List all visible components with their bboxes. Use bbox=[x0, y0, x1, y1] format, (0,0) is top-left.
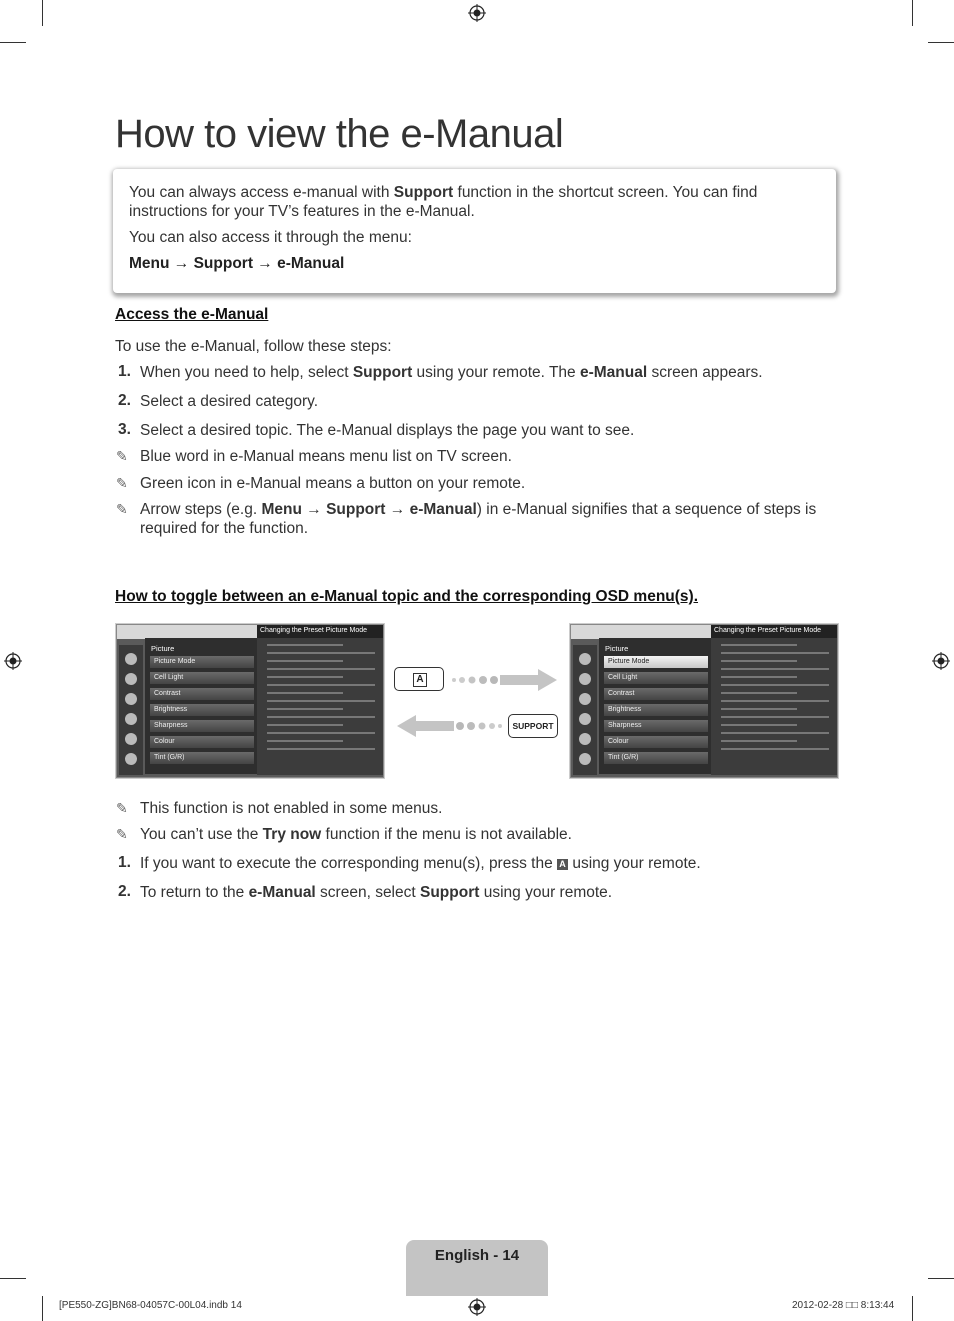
panel-line bbox=[267, 716, 375, 718]
a-button-icon: A bbox=[557, 859, 568, 870]
picture-icon bbox=[125, 653, 137, 665]
intro-text: function in the shortcut screen. You can find bbox=[453, 184, 758, 201]
support-icon bbox=[579, 753, 591, 765]
panel-line bbox=[267, 668, 375, 670]
access-lead: To use the e-Manual, follow these steps: bbox=[115, 338, 392, 355]
note-text: Blue word in e-Manual means menu list on TV screen. bbox=[140, 448, 512, 465]
step-fragment: screen appears. bbox=[647, 364, 763, 381]
menu-item: Tint (G/R) bbox=[150, 752, 254, 764]
menu-item: Tint (G/R) bbox=[604, 752, 708, 764]
menu-item: Cell Light bbox=[150, 672, 254, 684]
menu-header: Picture bbox=[151, 644, 175, 653]
arrow-left-icon bbox=[396, 714, 504, 738]
step-fragment: using your remote. The bbox=[412, 364, 580, 381]
sound-icon bbox=[579, 673, 591, 685]
page-number-label: English - 14 bbox=[434, 1247, 520, 1264]
file-name: [PE550-ZG]BN68-04057C-00L04.indb 14 bbox=[59, 1300, 242, 1311]
a-button-label: A bbox=[413, 673, 427, 687]
support-button-key bbox=[508, 714, 558, 738]
menu-item: Colour bbox=[150, 736, 254, 748]
note-fragment: You can’t use the bbox=[140, 826, 263, 843]
step-number: 2. bbox=[118, 392, 131, 409]
panel-line bbox=[267, 724, 343, 726]
panel-line bbox=[721, 732, 829, 734]
access-heading bbox=[115, 306, 268, 324]
emanual-keyword: e-Manual bbox=[248, 884, 316, 901]
osd-menu bbox=[599, 638, 711, 774]
print-timestamp: 2012-02-28 □□ 8:13:44 bbox=[792, 1300, 895, 1311]
menu-header: Picture bbox=[605, 644, 629, 653]
emanual-panel bbox=[257, 625, 383, 775]
step-text: Select a desired topic. The e-Manual displays the page you want to see. bbox=[140, 422, 635, 439]
sound-icon bbox=[125, 673, 137, 685]
support-keyword: Support bbox=[393, 184, 454, 201]
note-text: This function is not enabled in some menus. bbox=[140, 800, 443, 817]
note-pencil-icon: ✎ bbox=[116, 475, 128, 491]
step-fragment: screen, select bbox=[315, 884, 420, 901]
try-now-keyword: Try now bbox=[262, 826, 322, 843]
crop-mark bbox=[928, 1278, 954, 1279]
panel-line bbox=[267, 732, 375, 734]
channel-icon bbox=[125, 693, 137, 705]
step-fragment: When you need to help, select bbox=[140, 364, 353, 381]
panel-line bbox=[721, 652, 829, 654]
panel-title: Changing the Preset Picture Mode bbox=[257, 625, 383, 638]
step-fragment: To return to the bbox=[140, 884, 249, 901]
panel-line bbox=[267, 700, 375, 702]
panel-line bbox=[721, 748, 829, 750]
panel-line bbox=[267, 660, 343, 662]
menu-keyword: Menu bbox=[261, 501, 302, 518]
menu-item: Brightness bbox=[150, 704, 254, 716]
picture-icon bbox=[579, 653, 591, 665]
intro-box bbox=[113, 169, 836, 293]
step-number: 1. bbox=[118, 363, 131, 380]
panel-line bbox=[721, 660, 797, 662]
panel-line bbox=[721, 716, 829, 718]
panel-line bbox=[721, 724, 797, 726]
registration-mark-icon bbox=[468, 1298, 486, 1316]
step-number: 1. bbox=[118, 854, 131, 871]
note-pencil-icon: ✎ bbox=[116, 826, 128, 842]
channel-icon bbox=[579, 693, 591, 705]
intro-text: You can always access e-manual with bbox=[129, 184, 394, 201]
note-text bbox=[140, 825, 840, 844]
support-icon bbox=[125, 753, 137, 765]
registration-mark-icon bbox=[468, 4, 486, 22]
panel-line bbox=[721, 700, 829, 702]
panel-line bbox=[721, 684, 829, 686]
screen-icon-column bbox=[119, 645, 143, 775]
note-fragment: function if the menu is not available. bbox=[321, 826, 572, 843]
menu-item: Sharpness bbox=[604, 720, 708, 732]
menu-item: Cell Light bbox=[604, 672, 708, 684]
menu-item-selected: Picture Mode bbox=[604, 656, 708, 668]
panel-line bbox=[721, 668, 829, 670]
network-icon bbox=[125, 713, 137, 725]
crop-mark bbox=[912, 0, 913, 26]
panel-title: Changing the Preset Picture Mode bbox=[711, 625, 837, 638]
panel-line bbox=[267, 684, 375, 686]
screen-icon-column bbox=[573, 645, 597, 775]
crop-mark bbox=[912, 1296, 913, 1321]
osd-menu bbox=[145, 638, 257, 774]
step-number: 3. bbox=[118, 421, 131, 438]
registration-mark-icon bbox=[932, 652, 950, 670]
crop-mark bbox=[42, 0, 43, 26]
note-fragment: Arrow steps (e.g. bbox=[140, 501, 262, 518]
panel-line bbox=[721, 740, 797, 742]
tv-screen-right bbox=[570, 624, 838, 778]
page-number-tab bbox=[406, 1240, 548, 1296]
panel-line bbox=[721, 644, 797, 646]
step-text bbox=[140, 363, 840, 382]
crop-mark bbox=[0, 1278, 26, 1279]
note-pencil-icon: ✎ bbox=[116, 800, 128, 816]
panel-line bbox=[267, 652, 375, 654]
step-number: 2. bbox=[118, 883, 131, 900]
support-keyword: Support bbox=[352, 364, 413, 381]
note-fragment: → bbox=[301, 501, 327, 518]
step-text: Select a desired category. bbox=[140, 393, 319, 410]
tv-screen-left bbox=[116, 624, 384, 778]
page-title: How to view the e-Manual bbox=[115, 112, 564, 156]
access-heading-text: Access the e-Manual bbox=[115, 306, 269, 323]
step-text bbox=[140, 883, 840, 902]
note-text bbox=[140, 500, 840, 538]
toggle-heading: How to toggle between an e-Manual topic and the corresponding OSD menu(s). bbox=[115, 588, 699, 605]
crop-mark bbox=[0, 42, 26, 43]
step-text bbox=[140, 854, 840, 873]
crop-mark bbox=[928, 42, 954, 43]
emanual-keyword: e-Manual bbox=[409, 501, 477, 518]
panel-line bbox=[267, 692, 343, 694]
step-fragment: If you want to execute the corresponding menu(s), press the bbox=[140, 855, 558, 872]
note-fragment: ) in e-Manual signifies that a sequence of steps is bbox=[476, 501, 817, 518]
intro-menu-text: You can also access it through the menu: bbox=[129, 229, 412, 246]
panel-line bbox=[267, 748, 375, 750]
note-pencil-icon: ✎ bbox=[116, 448, 128, 464]
note-fragment: → bbox=[385, 501, 410, 518]
intro-text: instructions for your TV’s features in the e-Manual. bbox=[129, 203, 475, 220]
menu-item: Colour bbox=[604, 736, 708, 748]
support-keyword: Support bbox=[420, 884, 480, 901]
panel-line bbox=[721, 692, 797, 694]
panel-line bbox=[721, 708, 797, 710]
intro-paragraph bbox=[129, 183, 757, 221]
panel-line bbox=[267, 676, 343, 678]
menu-item: Brightness bbox=[604, 704, 708, 716]
menu-item: Sharpness bbox=[150, 720, 254, 732]
a-button-key bbox=[394, 667, 444, 691]
arrow-right-icon bbox=[450, 668, 558, 692]
panel-line bbox=[267, 644, 343, 646]
gear-icon bbox=[125, 733, 137, 745]
panel-line bbox=[721, 676, 797, 678]
network-icon bbox=[579, 713, 591, 725]
menu-item: Contrast bbox=[150, 688, 254, 700]
panel-line bbox=[267, 708, 343, 710]
support-keyword: Support bbox=[326, 501, 386, 518]
gear-icon bbox=[579, 733, 591, 745]
crop-mark bbox=[42, 1296, 43, 1321]
step-fragment: using your remote. bbox=[479, 884, 613, 901]
menu-path: Menu → Support → e-Manual bbox=[129, 255, 345, 272]
registration-mark-icon bbox=[4, 652, 22, 670]
panel-line bbox=[267, 740, 343, 742]
emanual-keyword: e-Manual bbox=[579, 364, 648, 381]
emanual-panel bbox=[711, 625, 837, 775]
support-button-label: SUPPORT bbox=[512, 721, 554, 731]
menu-item: Contrast bbox=[604, 688, 708, 700]
note-fragment: required for the function. bbox=[140, 520, 309, 537]
step-fragment: using your remote. bbox=[568, 855, 701, 872]
menu-item: Picture Mode bbox=[150, 656, 254, 668]
note-pencil-icon: ✎ bbox=[116, 501, 128, 517]
note-text: Green icon in e-Manual means a button on your remote. bbox=[140, 475, 526, 492]
